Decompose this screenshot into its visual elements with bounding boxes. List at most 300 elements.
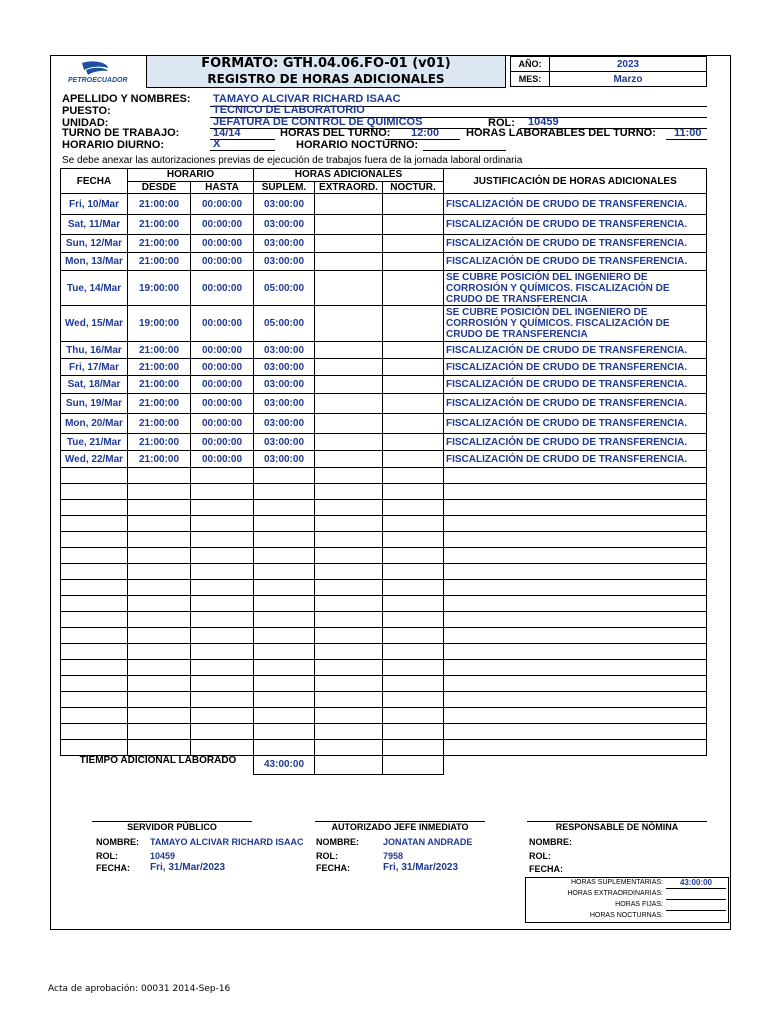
- horas-turno-label: HORAS DEL TURNO:: [280, 127, 391, 139]
- cell-desde: 21:00:00: [128, 414, 191, 434]
- cell-fecha: Mon, 20/Mar: [61, 414, 128, 434]
- empty-cell: [383, 500, 444, 516]
- empty-cell: [315, 644, 383, 660]
- cell-desde: 19:00:00: [128, 306, 191, 342]
- cell-suplem: 03:00:00: [254, 235, 315, 253]
- empty-cell: [383, 548, 444, 564]
- cell-desde: 21:00:00: [128, 342, 191, 359]
- empty-cell: [254, 612, 315, 628]
- empty-cell: [254, 708, 315, 724]
- empty-cell: [254, 740, 315, 756]
- table-row: [61, 414, 707, 434]
- empty-cell: [254, 628, 315, 644]
- empty-cell: [61, 516, 128, 532]
- servidor-rol: 10459: [150, 851, 176, 861]
- table-row: [61, 235, 707, 253]
- cell-extra: [315, 215, 383, 235]
- empty-row: [61, 644, 707, 660]
- rol-label: ROL:: [488, 117, 515, 129]
- empty-cell: [254, 644, 315, 660]
- empty-cell: [444, 644, 707, 660]
- table-row: [61, 342, 707, 359]
- empty-cell: [61, 676, 128, 692]
- empty-cell: [128, 468, 191, 484]
- cell-hasta: 00:00:00: [191, 359, 254, 376]
- cell-suplem: 03:00:00: [254, 342, 315, 359]
- empty-cell: [191, 596, 254, 612]
- horas-turno-value: 12:00: [411, 127, 440, 139]
- empty-cell: [191, 468, 254, 484]
- empty-cell: [191, 740, 254, 756]
- cell-suplem: 03:00:00: [254, 359, 315, 376]
- empty-cell: [315, 708, 383, 724]
- cell-hasta: 00:00:00: [191, 253, 254, 271]
- empty-row: [61, 564, 707, 580]
- cell-hasta: 00:00:00: [191, 194, 254, 215]
- jefe-fecha: Fri, 31/Mar/2023: [383, 862, 459, 873]
- empty-cell: [128, 660, 191, 676]
- cell-just: FISCALIZACIÓN DE CRUDO DE TRANSFERENCIA.: [444, 394, 707, 414]
- empty-cell: [315, 676, 383, 692]
- cell-hasta: 00:00:00: [191, 271, 254, 306]
- cell-desde: 19:00:00: [128, 271, 191, 306]
- cell-just: SE CUBRE POSICIÓN DEL INGENIERO DE CORROSIÓN Y QUÍMICOS. FISCALIZACIÓN DE CRUDO DE TRANSFERENCIA: [444, 306, 707, 342]
- cell-fecha: Sat, 18/Mar: [61, 376, 128, 394]
- empty-cell: [191, 612, 254, 628]
- empty-cell: [383, 740, 444, 756]
- cell-extra: [315, 359, 383, 376]
- cell-just: SE CUBRE POSICIÓN DEL INGENIERO DE CORROSIÓN Y QUÍMICOS. FISCALIZACIÓN DE CRUDO DE TRANSFERENCIA: [444, 271, 707, 306]
- nomina-title: RESPONSABLE DE NÓMINA: [555, 822, 679, 832]
- cell-noct: [383, 306, 444, 342]
- resumen-fijas-line: [666, 910, 726, 911]
- empty-cell: [191, 724, 254, 740]
- empty-cell: [61, 724, 128, 740]
- empty-cell: [383, 628, 444, 644]
- jefe-rol: 7958: [383, 851, 404, 861]
- table-row: [61, 359, 707, 376]
- month-value: Marzo: [549, 71, 707, 87]
- cell-extra: [315, 376, 383, 394]
- resumen-extraordinarias-label: HORAS EXTRAORDINARIAS:: [567, 890, 663, 897]
- cell-suplem: 03:00:00: [254, 434, 315, 451]
- empty-cell: [191, 676, 254, 692]
- empty-cell: [191, 500, 254, 516]
- empty-cell: [61, 484, 128, 500]
- nomina-fecha-label: FECHA:: [529, 864, 563, 874]
- empty-cell: [61, 468, 128, 484]
- cell-noct: [383, 271, 444, 306]
- empty-cell: [128, 628, 191, 644]
- resumen-extraordinarias-line: [666, 899, 726, 900]
- resumen-suplementarias-value: 43:00:00: [679, 878, 713, 887]
- cell-desde: 21:00:00: [128, 253, 191, 271]
- empty-cell: [128, 708, 191, 724]
- empty-cell: [383, 724, 444, 740]
- header-justificacion: JUSTIFICACIÓN DE HORAS ADICIONALES: [444, 169, 707, 194]
- empty-cell: [61, 660, 128, 676]
- empty-cell: [383, 692, 444, 708]
- empty-cell: [444, 596, 707, 612]
- jefe-fecha-label: FECHA:: [316, 863, 350, 873]
- cell-extra: [315, 194, 383, 215]
- month-label: MES:: [510, 71, 550, 87]
- empty-cell: [315, 724, 383, 740]
- empty-row: [61, 548, 707, 564]
- empty-row: [61, 484, 707, 500]
- nocturno-line: [423, 150, 506, 151]
- empty-row: [61, 660, 707, 676]
- table-row: [61, 253, 707, 271]
- rol-value: 10459: [528, 116, 559, 128]
- empty-cell: [128, 548, 191, 564]
- cell-suplem: 05:00:00: [254, 306, 315, 342]
- empty-cell: [444, 628, 707, 644]
- cell-noct: [383, 414, 444, 434]
- resumen-suplementarias-label: HORAS SUPLEMENTARIAS:: [570, 879, 663, 886]
- cell-noct: [383, 376, 444, 394]
- petroecuador-logo: [62, 60, 142, 84]
- cell-just: FISCALIZACIÓN DE CRUDO DE TRANSFERENCIA.: [444, 376, 707, 394]
- empty-cell: [191, 580, 254, 596]
- servidor-rol-label: ROL:: [96, 851, 118, 861]
- empty-cell: [254, 548, 315, 564]
- empty-cell: [128, 596, 191, 612]
- empty-cell: [383, 644, 444, 660]
- empty-cell: [444, 532, 707, 548]
- cell-hasta: 00:00:00: [191, 434, 254, 451]
- table-row: [61, 271, 707, 306]
- empty-cell: [383, 532, 444, 548]
- empty-cell: [191, 708, 254, 724]
- cell-suplem: 03:00:00: [254, 194, 315, 215]
- total-empty-cell: [383, 756, 444, 775]
- empty-cell: [444, 500, 707, 516]
- table-row: [61, 215, 707, 235]
- empty-cell: [128, 692, 191, 708]
- empty-row: [61, 500, 707, 516]
- servidor-fecha: Fri, 31/Mar/2023: [150, 862, 226, 873]
- empty-cell: [61, 644, 128, 660]
- horas-laborables-label: HORAS LABORABLES DEL TURNO:: [466, 127, 656, 139]
- cell-extra: [315, 306, 383, 342]
- apellido-label: APELLIDO Y NOMBRES:: [62, 93, 191, 105]
- cell-fecha: Wed, 15/Mar: [61, 306, 128, 342]
- servidor-title: SERVIDOR PÚBLICO: [127, 822, 217, 832]
- cell-hasta: 00:00:00: [191, 342, 254, 359]
- empty-cell: [315, 740, 383, 756]
- empty-cell: [444, 708, 707, 724]
- empty-cell: [315, 612, 383, 628]
- cell-noct: [383, 451, 444, 468]
- empty-cell: [444, 548, 707, 564]
- header-desde: DESDE: [128, 181, 191, 194]
- empty-row: [61, 516, 707, 532]
- empty-cell: [254, 596, 315, 612]
- empty-cell: [444, 484, 707, 500]
- empty-cell: [315, 532, 383, 548]
- jefe-nombre: JONATAN ANDRADE: [383, 837, 473, 847]
- cell-fecha: Wed, 22/Mar: [61, 451, 128, 468]
- cell-just: FISCALIZACIÓN DE CRUDO DE TRANSFERENCIA.: [444, 194, 707, 215]
- cell-fecha: Sun, 12/Mar: [61, 235, 128, 253]
- empty-row: [61, 692, 707, 708]
- acta-aprobacion: Acta de aprobación: 00031 2014-Sep-16: [48, 984, 231, 994]
- empty-cell: [61, 500, 128, 516]
- empty-cell: [444, 724, 707, 740]
- cell-noct: [383, 394, 444, 414]
- resumen-suplementarias-line: [666, 888, 726, 889]
- year-label: AÑO:: [510, 56, 550, 72]
- logo-text: PETROECUADOR: [68, 77, 128, 84]
- cell-extra: [315, 451, 383, 468]
- empty-cell: [128, 564, 191, 580]
- jefe-rol-label: ROL:: [316, 851, 338, 861]
- puesto-label: PUESTO:: [62, 105, 111, 117]
- apellido-value: TAMAYO ALCIVAR RICHARD ISAAC: [213, 93, 401, 105]
- cell-fecha: Mon, 13/Mar: [61, 253, 128, 271]
- empty-cell: [444, 564, 707, 580]
- empty-row: [61, 708, 707, 724]
- cell-desde: 21:00:00: [128, 434, 191, 451]
- horas-table: [60, 168, 707, 775]
- table-header-row: [61, 169, 707, 182]
- empty-row: [61, 740, 707, 756]
- empty-cell: [383, 484, 444, 500]
- empty-cell: [254, 660, 315, 676]
- empty-cell: [191, 564, 254, 580]
- empty-cell: [444, 692, 707, 708]
- header-noctur: NOCTUR.: [383, 181, 444, 194]
- empty-cell: [383, 468, 444, 484]
- cell-hasta: 00:00:00: [191, 451, 254, 468]
- empty-cell: [383, 596, 444, 612]
- nota-autorizaciones: Se debe anexar las autorizaciones previas de ejecución de trabajos fuera de la jornada laboral ordinaria: [62, 155, 523, 166]
- unidad-value: JEFATURA DE CONTROL DE QUIMICOS: [213, 116, 423, 128]
- empty-cell: [128, 516, 191, 532]
- empty-cell: [444, 580, 707, 596]
- cell-hasta: 00:00:00: [191, 215, 254, 235]
- empty-cell: [444, 468, 707, 484]
- table-row: [61, 376, 707, 394]
- empty-cell: [191, 484, 254, 500]
- empty-cell: [315, 660, 383, 676]
- empty-cell: [254, 468, 315, 484]
- empty-row: [61, 612, 707, 628]
- empty-cell: [315, 500, 383, 516]
- horas-laborables-line: [666, 139, 707, 140]
- total-label: TIEMPO ADICIONAL LABORADO: [79, 755, 237, 766]
- empty-cell: [444, 612, 707, 628]
- empty-cell: [254, 516, 315, 532]
- cell-suplem: 03:00:00: [254, 451, 315, 468]
- cell-desde: 21:00:00: [128, 394, 191, 414]
- empty-cell: [128, 724, 191, 740]
- servidor-nombre-label: NOMBRE:: [96, 837, 139, 847]
- turno-label: TURNO DE TRABAJO:: [62, 127, 180, 139]
- cell-extra: [315, 434, 383, 451]
- empty-cell: [315, 692, 383, 708]
- cell-hasta: 00:00:00: [191, 414, 254, 434]
- cell-hasta: 00:00:00: [191, 394, 254, 414]
- cell-just: FISCALIZACIÓN DE CRUDO DE TRANSFERENCIA.: [444, 235, 707, 253]
- empty-cell: [254, 484, 315, 500]
- empty-cell: [315, 484, 383, 500]
- empty-cell: [61, 628, 128, 644]
- empty-cell: [254, 500, 315, 516]
- empty-cell: [61, 708, 128, 724]
- cell-fecha: Tue, 14/Mar: [61, 271, 128, 306]
- resumen-nocturnas-label: HORAS NOCTURNAS:: [589, 912, 663, 919]
- cell-desde: 21:00:00: [128, 451, 191, 468]
- empty-row: [61, 468, 707, 484]
- cell-suplem: 03:00:00: [254, 215, 315, 235]
- empty-cell: [61, 740, 128, 756]
- cell-just: FISCALIZACIÓN DE CRUDO DE TRANSFERENCIA.: [444, 451, 707, 468]
- cell-desde: 21:00:00: [128, 359, 191, 376]
- cell-noct: [383, 434, 444, 451]
- cell-desde: 21:00:00: [128, 235, 191, 253]
- header-fecha: FECHA: [61, 169, 128, 194]
- autorizado-title: AUTORIZADO JEFE INMEDIATO: [331, 822, 469, 832]
- empty-cell: [315, 596, 383, 612]
- empty-cell: [444, 660, 707, 676]
- diurno-line: [210, 150, 275, 151]
- empty-cell: [254, 692, 315, 708]
- header-hasta: HASTA: [191, 181, 254, 194]
- cell-extra: [315, 394, 383, 414]
- empty-cell: [315, 516, 383, 532]
- empty-cell: [128, 740, 191, 756]
- empty-cell: [191, 644, 254, 660]
- empty-cell: [254, 532, 315, 548]
- empty-cell: [444, 740, 707, 756]
- cell-desde: 21:00:00: [128, 194, 191, 215]
- nomina-nombre-label: NOMBRE:: [529, 837, 572, 847]
- diurno-value: X: [213, 138, 221, 150]
- cell-noct: [383, 235, 444, 253]
- cell-hasta: 00:00:00: [191, 235, 254, 253]
- cell-extra: [315, 235, 383, 253]
- empty-cell: [315, 564, 383, 580]
- empty-cell: [61, 532, 128, 548]
- cell-just: FISCALIZACIÓN DE CRUDO DE TRANSFERENCIA.: [444, 359, 707, 376]
- empty-cell: [254, 564, 315, 580]
- servidor-fecha-label: FECHA:: [96, 863, 130, 873]
- jefe-nombre-label: NOMBRE:: [316, 837, 359, 847]
- empty-cell: [254, 676, 315, 692]
- empty-cell: [128, 532, 191, 548]
- cell-just: FISCALIZACIÓN DE CRUDO DE TRANSFERENCIA.: [444, 342, 707, 359]
- table-row: [61, 194, 707, 215]
- nocturno-label: HORARIO NOCTURNO:: [296, 139, 419, 151]
- cell-fecha: Sat, 11/Mar: [61, 215, 128, 235]
- empty-cell: [128, 644, 191, 660]
- nomina-rol-label: ROL:: [529, 851, 551, 861]
- total-value: 43:00:00: [254, 756, 315, 775]
- cell-hasta: 00:00:00: [191, 306, 254, 342]
- empty-cell: [254, 724, 315, 740]
- empty-cell: [315, 580, 383, 596]
- cell-fecha: Fri, 10/Mar: [61, 194, 128, 215]
- cell-suplem: 03:00:00: [254, 414, 315, 434]
- empty-cell: [61, 692, 128, 708]
- empty-cell: [315, 468, 383, 484]
- cell-just: FISCALIZACIÓN DE CRUDO DE TRANSFERENCIA.: [444, 253, 707, 271]
- empty-cell: [61, 548, 128, 564]
- empty-cell: [128, 484, 191, 500]
- cell-extra: [315, 253, 383, 271]
- empty-cell: [191, 660, 254, 676]
- total-blank: [444, 756, 707, 775]
- empty-cell: [128, 500, 191, 516]
- empty-cell: [254, 580, 315, 596]
- header-extraord: EXTRAORD.: [315, 181, 383, 194]
- empty-cell: [61, 580, 128, 596]
- empty-cell: [383, 612, 444, 628]
- empty-row: [61, 596, 707, 612]
- cell-suplem: 03:00:00: [254, 394, 315, 414]
- empty-row: [61, 724, 707, 740]
- cell-noct: [383, 215, 444, 235]
- cell-suplem: 03:00:00: [254, 376, 315, 394]
- empty-cell: [61, 596, 128, 612]
- year-value: 2023: [549, 56, 707, 72]
- empty-cell: [61, 564, 128, 580]
- cell-hasta: 00:00:00: [191, 376, 254, 394]
- empty-row: [61, 532, 707, 548]
- empty-cell: [383, 660, 444, 676]
- cell-fecha: Tue, 21/Mar: [61, 434, 128, 451]
- empty-cell: [191, 692, 254, 708]
- cell-suplem: 03:00:00: [254, 253, 315, 271]
- empty-row: [61, 580, 707, 596]
- cell-noct: [383, 359, 444, 376]
- table-row: [61, 394, 707, 414]
- empty-row: [61, 628, 707, 644]
- total-empty-cell: [315, 756, 383, 775]
- cell-extra: [315, 271, 383, 306]
- header-horas-adicionales: HORAS ADICIONALES: [254, 169, 444, 182]
- empty-cell: [383, 564, 444, 580]
- empty-cell: [315, 628, 383, 644]
- cell-just: FISCALIZACIÓN DE CRUDO DE TRANSFERENCIA.: [444, 414, 707, 434]
- cell-noct: [383, 194, 444, 215]
- empty-cell: [315, 548, 383, 564]
- cell-extra: [315, 342, 383, 359]
- table-row: [61, 306, 707, 342]
- form-code: FORMATO: GTH.04.06.FO-01 (v01): [201, 56, 451, 71]
- cell-just: FISCALIZACIÓN DE CRUDO DE TRANSFERENCIA.: [444, 215, 707, 235]
- turno-value: 14/14: [213, 127, 241, 139]
- empty-cell: [128, 612, 191, 628]
- empty-row: [61, 676, 707, 692]
- header-suplem: SUPLEM.: [254, 181, 315, 194]
- horas-laborables-value: 11:00: [674, 127, 702, 139]
- cell-desde: 21:00:00: [128, 215, 191, 235]
- form-title: REGISTRO DE HORAS ADICIONALES: [207, 72, 445, 86]
- empty-cell: [444, 516, 707, 532]
- empty-cell: [191, 516, 254, 532]
- empty-cell: [444, 676, 707, 692]
- cell-noct: [383, 342, 444, 359]
- empty-cell: [191, 532, 254, 548]
- servidor-nombre: TAMAYO ALCIVAR RICHARD ISAAC: [150, 837, 304, 847]
- empty-cell: [383, 676, 444, 692]
- empty-cell: [383, 708, 444, 724]
- unidad-label: UNIDAD:: [62, 117, 109, 129]
- cell-fecha: Fri, 17/Mar: [61, 359, 128, 376]
